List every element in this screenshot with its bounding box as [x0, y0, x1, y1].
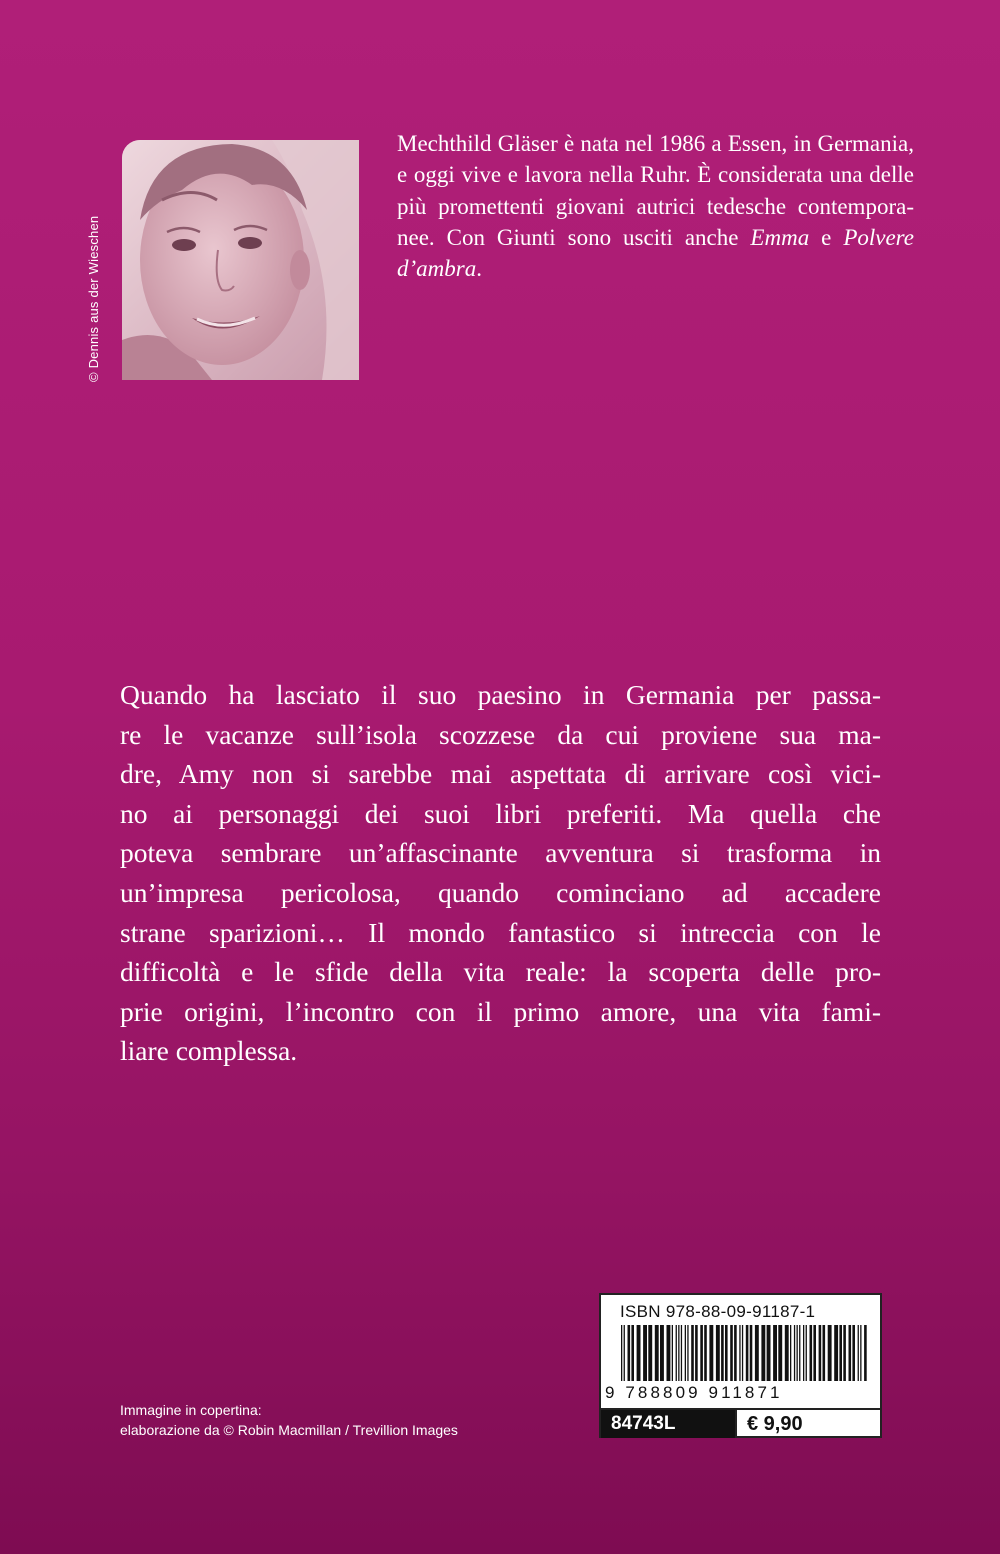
barcode-bar — [739, 1325, 740, 1381]
barcode-bar — [755, 1325, 759, 1381]
barcode-bar — [799, 1325, 800, 1381]
price-row — [601, 1408, 880, 1438]
barcode-bar — [864, 1325, 867, 1381]
photo-credit: © Dennis aus der Wieschen — [86, 215, 101, 382]
barcode-bar — [685, 1325, 686, 1381]
barcode-bar — [839, 1325, 842, 1381]
barcode-bar — [660, 1325, 664, 1381]
barcode-bar — [655, 1325, 659, 1381]
barcode-bar — [834, 1325, 838, 1381]
blurb-line: re le vacanze sull’isola scozzese da cui proviene sua ma- — [120, 718, 881, 750]
blurb-line: strane sparizioni… Il mondo fantastico si intreccia con le — [120, 916, 881, 948]
barcode-bar — [746, 1325, 749, 1381]
barcode-bar — [803, 1325, 804, 1381]
barcode-bar — [819, 1325, 822, 1381]
barcode-bar — [709, 1325, 713, 1381]
barcode-bar — [794, 1325, 795, 1381]
barcode-bar — [810, 1325, 813, 1381]
barcode-bar — [849, 1325, 852, 1381]
barcode-bar — [637, 1325, 641, 1381]
barcode-bar — [773, 1325, 777, 1381]
barcode-bar — [750, 1325, 753, 1381]
barcode-bar — [813, 1325, 816, 1381]
barcode-bar — [742, 1325, 743, 1381]
barcode-bar — [725, 1325, 728, 1381]
barcode-bar — [624, 1325, 625, 1381]
barcode-bar — [806, 1325, 807, 1381]
bio-book-title-polvere: Polvere d’ambra — [397, 224, 914, 282]
author-photo — [122, 140, 359, 380]
barcode-bar — [691, 1325, 694, 1381]
bio-connector: e — [809, 224, 844, 250]
barcode-bar — [704, 1325, 707, 1381]
ean-digits: 9 788809 911871 — [605, 1383, 783, 1402]
blurb-line: dre, Amy non si sarebbe mai aspettata di arrivare così vici- — [120, 758, 881, 790]
barcode-bar — [721, 1325, 724, 1381]
barcode-bar — [678, 1325, 679, 1381]
price: € 9,90 — [735, 1410, 880, 1438]
bio-text: Mechthild Gläser è nata nel 1986 a Essen, in Germania, e oggi vive e lavora nella Ruhr. È considerata una delle più promettenti giovani autrici tedesche contemporanee. Con Giunti sono usciti anche — [397, 131, 914, 250]
barcode-bar — [621, 1325, 622, 1381]
blurb-line: liare complessa. — [120, 1035, 298, 1067]
barcode-bar — [700, 1325, 703, 1381]
barcode-bar — [730, 1325, 733, 1381]
bio-end: . — [476, 256, 482, 282]
barcode-bar — [695, 1325, 698, 1381]
author-bio — [397, 128, 914, 284]
barcode-bar — [676, 1325, 677, 1381]
cover-credit-line-2: elaborazione da © Robin Macmillan / Trevillion Images — [120, 1422, 458, 1438]
barcode-bar — [667, 1325, 671, 1381]
barcode-bar — [643, 1325, 647, 1381]
barcode-bar — [785, 1325, 789, 1381]
blurb-line: Quando ha lasciato il suo paesino in Germania per passa- — [120, 679, 881, 710]
isbn-text: ISBN 978-88-09-91187-1 — [620, 1302, 816, 1321]
blurb-line: difficoltà e le sfide della vita reale: la scoperta delle pro- — [120, 956, 881, 988]
barcode-bar — [790, 1325, 791, 1381]
barcode-bar — [761, 1325, 765, 1381]
barcode-bar — [852, 1325, 855, 1381]
barcode-bar — [828, 1325, 832, 1381]
blurb-line: poteva sembrare un’affascinante avventura si trasforma in — [120, 837, 881, 869]
barcode-bar — [767, 1325, 771, 1381]
barcode-bar — [860, 1325, 861, 1381]
barcode-label — [599, 1293, 882, 1438]
barcode-bar — [778, 1325, 782, 1381]
barcode-bar — [843, 1325, 846, 1381]
barcode-bar — [672, 1325, 673, 1381]
barcode-bar — [648, 1325, 652, 1381]
barcode-bar — [797, 1325, 798, 1381]
barcode-bar — [687, 1325, 688, 1381]
blurb-line: prie origini, l’incontro con il primo amore, una vita fami- — [120, 995, 881, 1027]
barcode-bar — [716, 1325, 720, 1381]
product-code: 84743L — [601, 1410, 735, 1438]
blurb-line: no ai personaggi dei suoi libri preferiti. Ma quella che — [120, 797, 881, 829]
cover-credit-line-1: Immagine in copertina: — [120, 1402, 262, 1418]
barcode-bar — [823, 1325, 826, 1381]
bio-book-title-emma: Emma — [750, 224, 810, 250]
barcode-bars — [619, 1325, 869, 1381]
blurb-line: un’impresa pericolosa, quando cominciano ad accadere — [120, 876, 881, 908]
barcode-bar — [681, 1325, 682, 1381]
cover-image-credit — [120, 1400, 458, 1440]
book-blurb — [120, 675, 881, 1071]
barcode-bar — [858, 1325, 859, 1381]
barcode-bar — [631, 1325, 634, 1381]
barcode-bar — [628, 1325, 631, 1381]
barcode-bar — [734, 1325, 737, 1381]
